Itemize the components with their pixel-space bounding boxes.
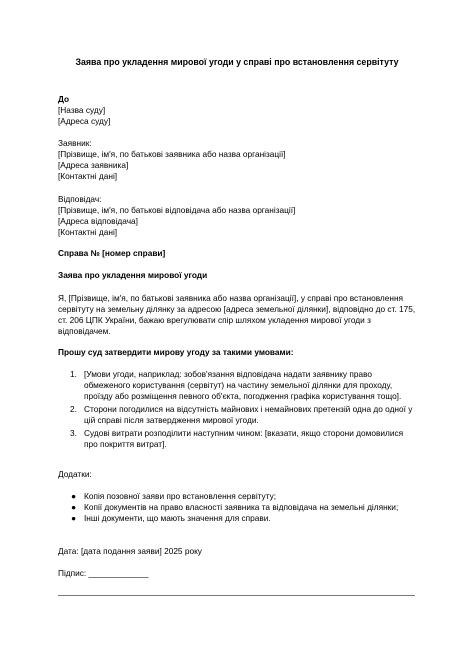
case-number: Справа № [номер справи] <box>58 248 166 258</box>
court-address: [Адреса суду] <box>58 115 111 126</box>
intro-paragraph: Я, [Прізвище, ім'я, по батькові заявника або назва організації], у справі про встановлення сервітуту на земельну ділянку за адресою [адреса земельної ділянки], відповідно до ст. 175, ст. 206 ЦПК України, бажаю врегулювати спір шляхом укладення мирової угоди з відповідачем. <box>58 293 416 336</box>
respondent-address: [Адреса відповідача] <box>58 215 138 226</box>
list-item-text: Сторони погодилися на відсутність майнових і немайнових претензій одна до одної у цій справі після затвердження мирової угоди. <box>84 403 413 425</box>
addressee-block <box>58 94 416 127</box>
applicant-name: [Прізвище, ім'я, по батькові заявника або назва організації] <box>58 148 286 159</box>
list-number: 1. <box>70 369 77 379</box>
signature-line: Підпис: _____________ <box>58 568 149 578</box>
list-item <box>58 513 416 524</box>
bullet-icon: ● <box>71 501 77 512</box>
addressee-label: До <box>58 94 70 104</box>
bullet-icon: ● <box>71 491 77 501</box>
list-number: 2. <box>70 403 77 414</box>
bullet-icon: ● <box>71 512 77 523</box>
list-number: 3. <box>70 427 77 438</box>
date-line: Дата: [дата подання заяви] 2025 року <box>58 546 202 556</box>
document-title: Заява про укладення мирової угоди у справі про встановлення сервітуту <box>75 57 399 67</box>
list-item <box>58 369 416 402</box>
footer-divider <box>58 595 415 596</box>
applicant-contacts: [Контактні дані] <box>58 170 118 181</box>
applicant-label: Заявник: <box>58 138 92 148</box>
applicant-address: [Адреса заявника] <box>58 159 129 170</box>
respondent-label: Відповідач: <box>58 194 102 204</box>
list-item <box>58 502 416 513</box>
court-name: [Назва суду] <box>58 104 106 115</box>
list-item <box>58 428 416 450</box>
list-item <box>58 491 416 502</box>
applicant-block <box>58 138 416 182</box>
list-item <box>58 404 416 426</box>
list-item-text: Копія позовної заяви про встановлення сервітуту; <box>84 491 277 501</box>
respondent-block <box>58 194 416 238</box>
section-subtitle: Заява про укладення мирової угоди <box>58 270 208 280</box>
attachments-label: Додатки: <box>58 469 92 479</box>
list-item-text: Судові витрати розподілити наступним чином: [вказати, якщо сторони домовилися про покриття витрат]. <box>84 427 404 449</box>
request-heading: Прошу суд затвердити мирову угоду за такими умовами: <box>58 347 294 357</box>
respondent-name: [Прізвище, ім'я, по батькові відповідача або назва організації] <box>58 204 296 215</box>
attachments-list <box>58 491 416 524</box>
list-item-text: [Умови угоди, наприклад: зобов'язання відповідача надати заявнику право обмеженого користування (сервітут) на частину земельної ділянки для проходу, проїзду або розміщення певного об'єкта, погодження графіка користування тощо]. <box>84 369 402 401</box>
list-item-text: Копії документів на право власності заявника та відповідача на земельні ділянки; <box>84 501 399 512</box>
list-item-text: Інші документи, що мають значення для справи. <box>84 512 271 523</box>
respondent-contacts: [Контактні дані] <box>58 226 118 237</box>
conditions-list <box>58 369 416 452</box>
